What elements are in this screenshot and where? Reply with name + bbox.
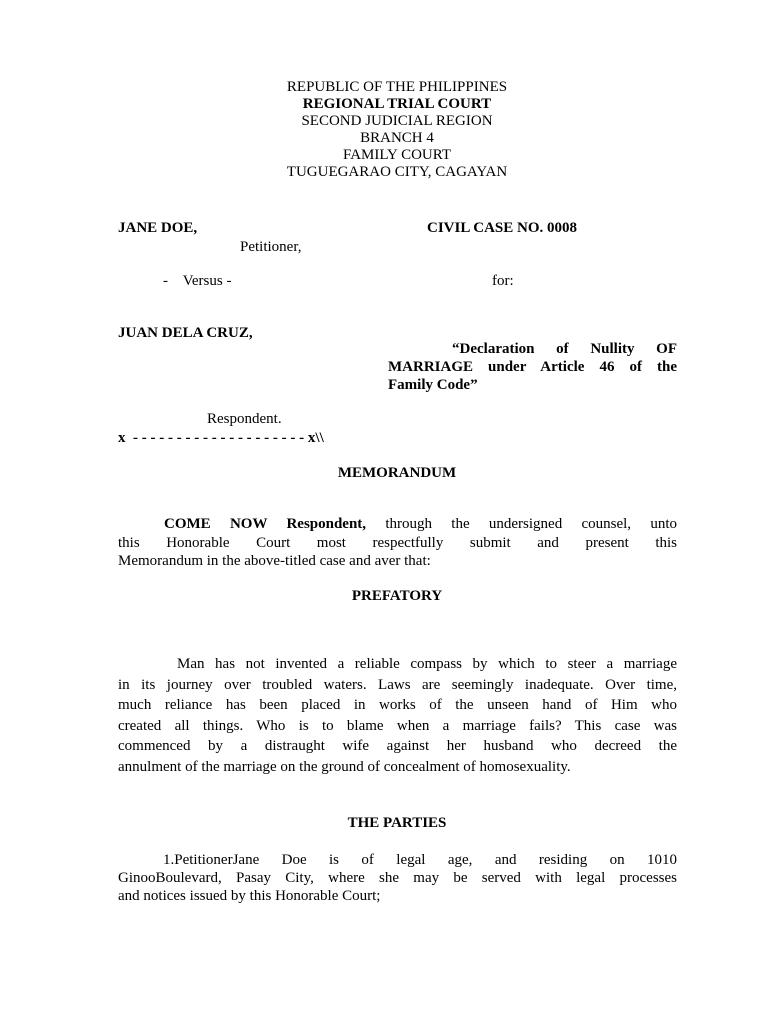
respondent-name: JUAN DELA CRUZ, (118, 325, 253, 341)
header-branch: BRANCH 4 (360, 130, 434, 146)
intro-line-3: Memorandum in the above-titled case and aver that: (118, 553, 431, 569)
case-nature-line-2: MARRIAGE under Article 46 of the (388, 359, 677, 375)
prefatory-title: PREFATORY (351, 588, 443, 604)
caption-separator: x - - - - - - - - - - - - - - - - - - - - x\\ (118, 430, 324, 446)
intro-line-1-rest: through the undersigned counsel, unto (366, 516, 677, 532)
petitioner-role: Petitioner, (240, 239, 302, 255)
prefatory-line-3: much reliance has been placed in works of the unseen hand of Him who (118, 697, 677, 713)
versus-label: - Versus - (163, 273, 232, 289)
prefatory-line-6: annulment of the marriage on the ground of concealment of homosexuality. (118, 759, 571, 775)
header-region: SECOND JUDICIAL REGION (301, 113, 493, 129)
prefatory-line-5: commenced by a distraught wife against her husband who decreed the (118, 738, 677, 754)
parties-line-3: and notices issued by this Honorable Court; (118, 888, 381, 904)
prefatory-line-2: in its journey over troubled waters. Laws are seemingly inadequate. Over time, (118, 677, 677, 693)
intro-line-2: this Honorable Court most respectfully submit and present this (118, 535, 677, 551)
memorandum-title: MEMORANDUM (337, 465, 457, 481)
header-family-court: FAMILY COURT (342, 147, 452, 163)
court-header (0, 79, 768, 181)
respondent-role: Respondent. (207, 411, 282, 427)
petitioner-name: JANE DOE, (118, 220, 198, 236)
intro-bold-lead: COME NOW Respondent, (164, 516, 367, 532)
intro-line-1 (164, 516, 677, 533)
for-label: for: (492, 273, 514, 289)
parties-title: THE PARTIES (347, 815, 447, 831)
case-nature-line-3: Family Code” (388, 377, 478, 393)
case-number: CIVIL CASE NO. 0008 (427, 220, 578, 236)
header-city: TUGUEGARAO CITY, CAGAYAN (286, 164, 508, 180)
parties-line-2: GinooBoulevard, Pasay City, where she may be served with legal processes (118, 870, 677, 886)
header-court: REGIONAL TRIAL COURT (302, 96, 492, 112)
prefatory-line-1: Man has not invented a reliable compass by which to steer a marriage (177, 656, 677, 672)
case-nature-line-1: “Declaration of Nullity OF (452, 341, 677, 357)
parties-line-1: 1.PetitionerJane Doe is of legal age, and residing on 1010 (163, 852, 677, 868)
header-republic: REPUBLIC OF THE PHILIPPINES (286, 79, 508, 95)
prefatory-line-4: created all things. Who is to blame when a marriage fails? This case was (118, 718, 677, 734)
